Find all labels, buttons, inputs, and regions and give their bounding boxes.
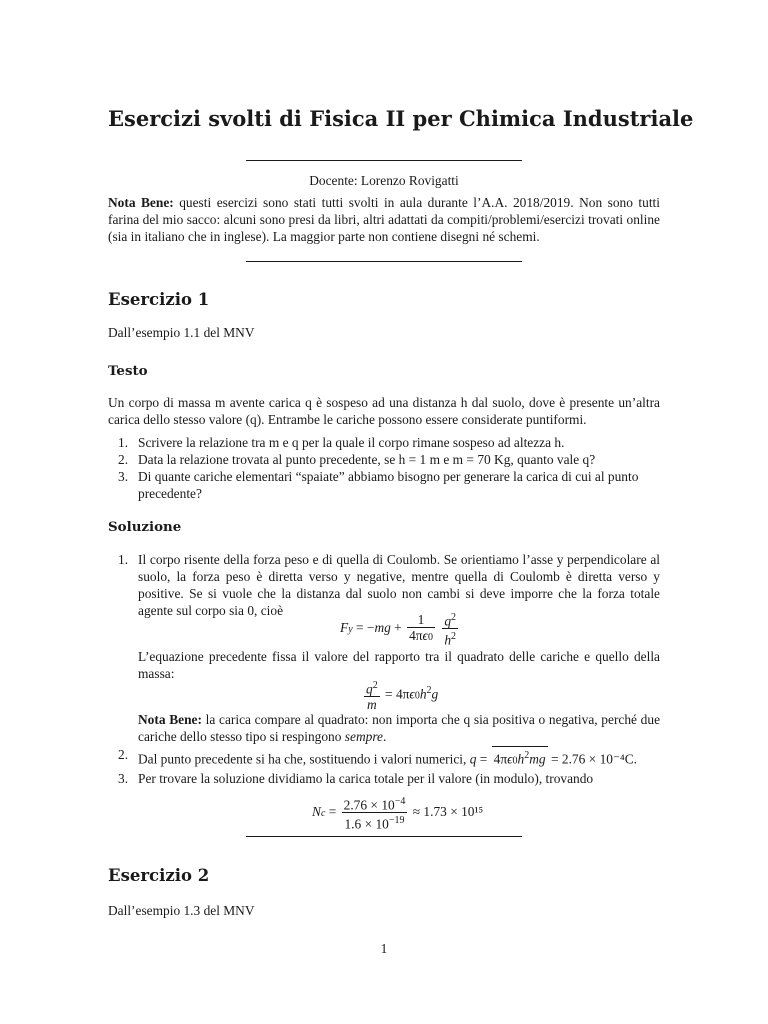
question-item: 3. Di quante cariche elementari “spaiate” abbiamo bisogno per generare la carica di cui al punto precedente?: [118, 469, 639, 501]
exercise-1-source: Dall’esempio 1.1 del MNV: [108, 325, 255, 340]
question-item: 2. Data la relazione trovata al punto precedente, se h = 1 m e m = 70 Kg, quanto vale q?: [118, 452, 596, 467]
question-item: 1. Scrivere la relazione tra m e q per la quale il corpo rimane sospeso ad altezza h.: [118, 435, 565, 450]
document-title: Esercizi svolti di Fisica II per Chimica Industriale: [108, 106, 694, 131]
solution-item-3: 3. Per trovare la soluzione dividiamo la carica totale per il valore (in modulo), trovando: [118, 771, 594, 786]
testo-paragraph: Un corpo di massa m avente carica q è sospeso ad una distanza h dal suolo, dove è presente un’altra carica dello stesso valore (q). Entrambe le cariche possono essere considerate puntiformi.: [108, 395, 660, 427]
exercise-2-heading: Esercizio 2: [108, 866, 210, 885]
exercise-1-bottom-rule: [246, 836, 522, 837]
nota-bene-intro: [108, 194, 660, 245]
nota-bene-label: Nota Bene:: [108, 195, 174, 210]
docente-line: Docente: Lorenzo Rovigatti: [309, 173, 459, 188]
solution-item-1-text2: L’equazione precedente fissa il valore del rapporto tra il quadrato delle cariche e quello della massa:: [138, 649, 660, 681]
solution-list: [108, 551, 660, 619]
questions-list: [108, 434, 660, 502]
testo-heading: Testo: [108, 363, 148, 379]
equation-force: Fy = −mg + $\frac{1}{4\pi\epsilon 0}$ $\frac{q^2}{h^2}$: [340, 612, 457, 648]
equation-ratio: $\frac{q^2}{m}$ = $4\pi\epsilon 0h^2g$: [366, 680, 439, 713]
equation-nc: Nc = $\frac{2.76 \times 10^{-4}}{1.6 \times 10^{-19}}$ ≈ 1.73 × 10¹⁵: [312, 796, 484, 832]
exercise-1-heading: Esercizio 1: [108, 290, 210, 309]
solution-item-1: 1. Il corpo risente della forza peso e di quella di Coulomb. Se orientiamo l’asse y perpendicolare al suolo, la forza peso è diretta verso y negative, mentre quella di Coulomb è diretta verso y positive. Se si vuole che la distanza dal suolo non cambi si deve imporre che la forza totale agente sul corpo sia 0, cioè: [118, 552, 660, 618]
soluzione-heading: Soluzione: [108, 519, 182, 535]
intro-bottom-rule: [246, 261, 522, 262]
solution-item-1-nota: Nota Bene: la carica compare al quadrato: non importa che q sia positiva o negativa, perché due cariche dello stesso tipo si respingono sempre.: [138, 712, 661, 744]
page-number: 1: [380, 941, 388, 956]
exercise-2-source: Dall’esempio 1.3 del MNV: [108, 903, 255, 918]
solution-item-2: 2. Dal punto precedente si ha che, sostituendo i valori numerici, $q = 4\pi\epsilon 0h^2mg = 2.76 \times 10^{-4}C$.: [108, 746, 688, 769]
top-rule: [246, 160, 522, 161]
nota-bene-text: questi esercizi sono stati tutti svolti in aula durante l’A.A. 2018/2019. Non sono tutti farina del mio sacco: alcuni sono presi da libri, altri adattati da compiti/problemi/esercizi trovati online (sia in italiano che in inglese). La maggior parte non contiene disegni né schemi.: [108, 195, 660, 244]
